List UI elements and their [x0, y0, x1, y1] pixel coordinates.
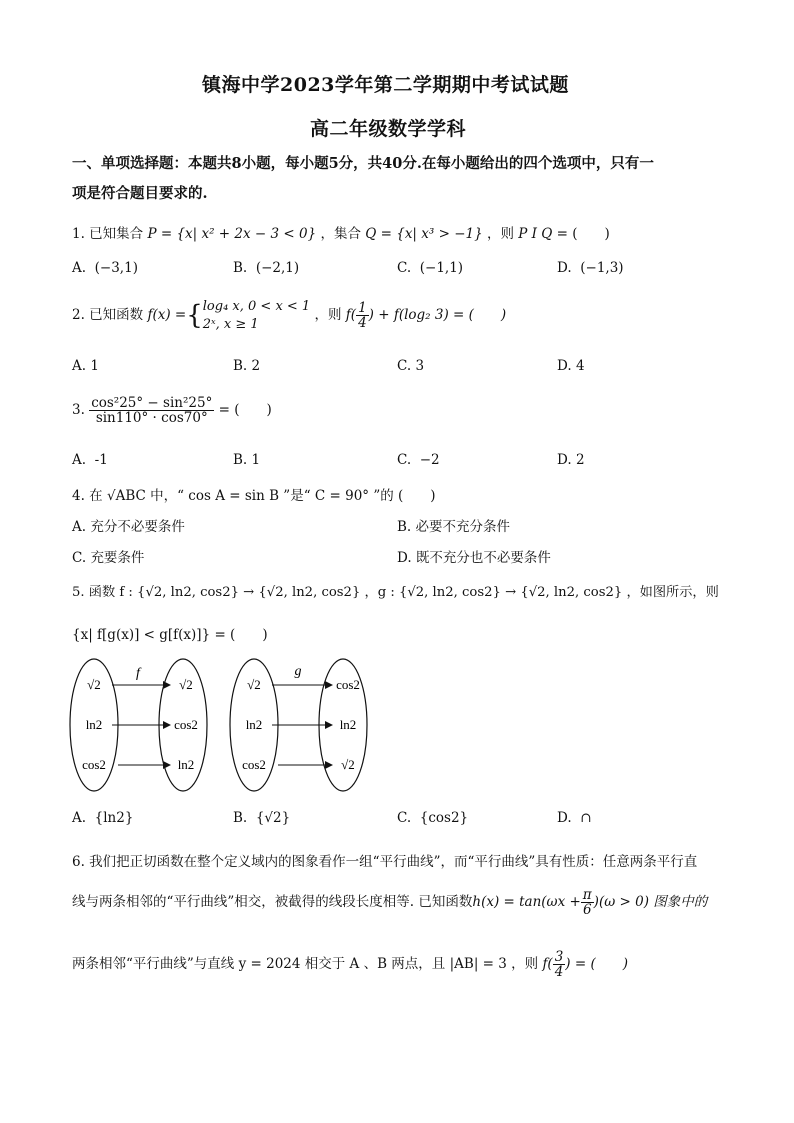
option-text: ∩	[580, 810, 592, 826]
q6-fraction	[553, 950, 566, 979]
q1-option-b[interactable]	[233, 260, 299, 276]
q1-mid: ，集合	[320, 226, 361, 242]
option-label: A.	[72, 358, 87, 374]
q1-set-p: P = {x| x² + 2x − 3 < 0}	[147, 226, 317, 242]
q2-frac-num: 1	[358, 299, 367, 316]
q2-f1: f(	[345, 307, 357, 324]
q3-option-d[interactable]	[557, 452, 585, 468]
option-text: 1	[251, 452, 261, 468]
question-6-line3	[72, 950, 628, 979]
g-right-item: √2	[341, 757, 355, 772]
f-label: f	[136, 666, 140, 681]
q2-option-b[interactable]	[233, 358, 260, 374]
option-text: -1	[94, 452, 108, 468]
q4-option-d[interactable]	[397, 546, 551, 566]
q3-tail: = ( )	[218, 402, 272, 419]
q6-pi-den: 6	[582, 902, 592, 919]
option-text: (−3,1)	[94, 260, 138, 276]
q2-option-c[interactable]	[397, 358, 424, 374]
g-left-item: √2	[247, 677, 261, 692]
option-text: 既不充分也不必要条件	[415, 550, 551, 566]
q4-option-c[interactable]	[72, 546, 144, 566]
page-title: 镇海中学2023学年第二学期期中考试试题	[202, 74, 569, 96]
q5-option-b[interactable]	[233, 810, 290, 826]
option-label: C.	[397, 810, 412, 826]
g-right-item: ln2	[339, 717, 357, 732]
q6-f-close: ) = ( )	[565, 956, 628, 973]
q2-fx: f(x) =	[147, 307, 187, 324]
q3-option-b[interactable]	[233, 452, 260, 468]
q1-set-q: Q = {x| x³ > −1}	[365, 226, 483, 242]
page-subtitle: 高二年级数学学科	[310, 118, 467, 140]
option-text: 3	[415, 358, 425, 374]
option-text: 2	[575, 452, 585, 468]
question-5-line1: 5. 函数 f : {√2, ln2, cos2} → {√2, ln2, cos2} ，g : {√2, ln2, cos2} → {√2, ln2, cos2} ，如图所示，则	[72, 585, 719, 600]
g-left-item: ln2	[245, 717, 263, 732]
q1-tail: ，则	[486, 226, 514, 242]
q2-case-1: log₄ x, 0 < x < 1	[202, 299, 311, 314]
f-right-item: cos2	[174, 717, 198, 732]
option-text: 2	[251, 358, 261, 374]
option-label: C.	[397, 452, 412, 468]
option-label: D.	[557, 358, 572, 374]
option-text: {ln2}	[94, 810, 134, 826]
question-6-line1: 6. 我们把正切函数在整个定义域内的图象看作一组“平行曲线”，而“平行曲线”具有性质：任意两条平行直	[72, 854, 698, 870]
q3-prefix: 3.	[72, 402, 85, 419]
option-label: D.	[397, 550, 412, 566]
section-heading-cont: 项是符合题目要求的.	[72, 185, 208, 202]
f-left-item: cos2	[82, 757, 106, 772]
q6-pi-fraction	[581, 888, 594, 917]
question-5-line2: {x| f[g(x)] < g[f(x)]} = ( )	[72, 627, 268, 643]
f-right-item: ln2	[177, 757, 195, 772]
q2-prefix: 2. 已知函数	[72, 307, 144, 324]
option-label: A.	[72, 260, 87, 276]
question-3	[72, 396, 272, 425]
option-label: B.	[397, 519, 412, 535]
f-right-item: √2	[179, 677, 193, 692]
q2-frac-den: 4	[358, 315, 367, 332]
q3-fraction	[89, 396, 214, 425]
q1-prefix: 1. 已知集合	[72, 226, 144, 242]
q1-expr: P I Q	[518, 226, 553, 242]
g-label: g	[294, 664, 302, 679]
option-label: C.	[72, 550, 87, 566]
q4-option-a[interactable]	[72, 515, 185, 535]
mapping-diagram	[68, 655, 378, 815]
f-left-item: √2	[87, 677, 101, 692]
q3-num: cos²25° − sin²25°	[91, 395, 213, 411]
question-2	[72, 298, 506, 333]
q1-end: = ( )	[556, 226, 610, 242]
question-6-line2	[72, 888, 707, 917]
q3-option-a[interactable]	[72, 452, 108, 468]
option-text: 1	[90, 358, 99, 374]
q6-line3-text: 两条相邻“平行曲线”与直线 y = 2024 相交于 A 、B 两点，且 |AB| = 3 ，则	[72, 956, 539, 973]
q6-frac-den: 4	[554, 964, 564, 981]
option-label: B.	[233, 452, 248, 468]
option-text: 必要不充分条件	[415, 519, 511, 535]
q5-option-c[interactable]	[397, 810, 468, 826]
q6-pi-num: π	[582, 887, 592, 903]
f-left-item: ln2	[85, 717, 103, 732]
option-label: C.	[397, 260, 412, 276]
g-left-item: cos2	[242, 757, 266, 772]
q6-hx: h(x) = tan(ωx +	[472, 894, 581, 911]
option-label: B.	[233, 358, 248, 374]
question-1	[72, 222, 610, 242]
option-text: −2	[419, 452, 440, 468]
q6-line2-text: 线与两条相邻的“平行曲线”相交，被截得的线段长度相等. 已知函数	[72, 894, 473, 911]
option-label: B.	[233, 810, 248, 826]
q2-cases	[203, 298, 310, 333]
option-label: D.	[557, 810, 572, 826]
q2-option-a[interactable]	[72, 358, 99, 374]
option-text: 充要条件	[90, 550, 145, 566]
q6-omega: )(ω > 0) 图象中的	[593, 894, 708, 911]
q2-tail: ，则	[314, 307, 342, 324]
q2-case-2: 2ˣ, x ≥ 1	[202, 316, 259, 332]
q2-brace: {	[186, 300, 203, 331]
q2-f2: ) + f(log₂ 3) = ( )	[368, 307, 507, 324]
option-label: A.	[72, 519, 87, 535]
q4-option-b[interactable]	[397, 515, 510, 535]
option-label: D.	[557, 452, 572, 468]
q6-f-open: f(	[542, 956, 553, 973]
option-text: (−1,1)	[419, 260, 464, 276]
g-right-item: cos2	[336, 677, 360, 692]
q3-option-c[interactable]	[397, 452, 440, 468]
q5-option-d[interactable]	[557, 810, 592, 826]
q2-fraction	[356, 301, 369, 330]
option-text: 充分不必要条件	[90, 519, 185, 535]
option-text: (−2,1)	[255, 260, 300, 276]
q1-option-a[interactable]	[72, 260, 138, 276]
option-label: B.	[233, 260, 248, 276]
q3-den: sin110° · cos70°	[95, 410, 208, 427]
q2-option-d[interactable]	[557, 358, 585, 374]
q5-option-a[interactable]	[72, 810, 133, 826]
q1-option-c[interactable]	[397, 260, 463, 276]
q1-option-d[interactable]	[557, 260, 624, 276]
option-label: A.	[72, 810, 87, 826]
option-label: A.	[72, 452, 87, 468]
question-4: 4. 在 √ABC 中，“ cos A = sin B ”是“ C = 90° ”的 ( )	[72, 488, 436, 504]
option-label: D.	[557, 260, 572, 276]
section-heading: 一、单项选择题：本题共8小题，每小题5分，共40分.在每小题给出的四个选项中，只有一	[72, 155, 654, 172]
q6-frac-num: 3	[554, 949, 564, 965]
option-label: C.	[397, 358, 412, 374]
option-text: 4	[575, 358, 585, 374]
option-text: {cos2}	[419, 810, 469, 826]
option-text: (−1,3)	[580, 260, 624, 276]
option-text: {√2}	[255, 810, 291, 826]
